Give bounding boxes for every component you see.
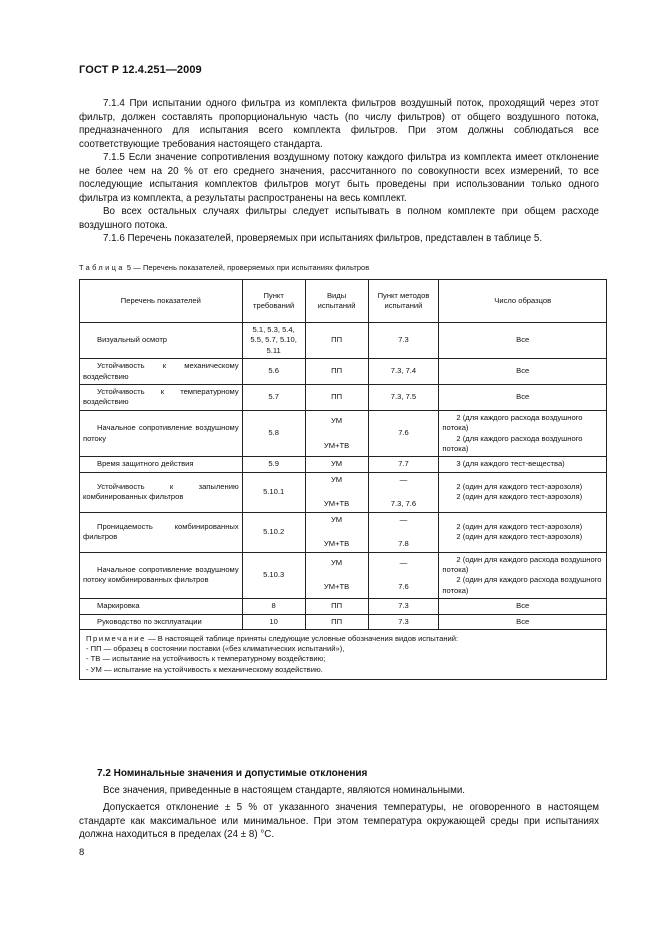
test-type-1: УМ: [330, 474, 343, 484]
note-line-um: - УМ — испытание на устойчивость к механическому воздействию.: [86, 664, 323, 674]
row-methods: [368, 472, 439, 512]
header-test-types: Виды испытаний: [305, 280, 368, 323]
count-2: 2 (один для каждого тест-аэрозоля): [456, 492, 583, 502]
row-count: Все: [439, 599, 607, 614]
row-method: 7.3, 7.4: [368, 359, 439, 385]
table-row: [80, 385, 607, 411]
row-requirement: 5.1, 5.3, 5.4, 5.5, 5.7, 5.10, 5.11: [242, 323, 305, 359]
row-method: 7.3: [368, 323, 439, 359]
row-test-type: ПП: [305, 599, 368, 614]
table-row: [80, 359, 607, 385]
test-type-1: УМ: [330, 514, 343, 524]
row-test-types: [305, 552, 368, 599]
table-note: [80, 629, 607, 679]
row-count: Все: [439, 614, 607, 629]
row-name: Устойчивость к температурному воздействию: [80, 385, 243, 411]
row-count: Все: [439, 359, 607, 385]
table-row: [80, 552, 607, 599]
method-1: —: [399, 514, 408, 524]
table-row: [80, 472, 607, 512]
row-requirement: 10: [242, 614, 305, 629]
count-2: 2 (для каждого расхода воздушного потока): [442, 433, 583, 454]
row-counts: [439, 410, 607, 457]
section-7-2-paragraph-1: Все значения, приведенные в настоящем стандарте, являются номинальными.: [103, 785, 466, 796]
row-counts: [439, 552, 607, 599]
document-header: ГОСТ Р 12.4.251—2009: [79, 64, 202, 76]
row-requirement: 5.9: [242, 457, 305, 472]
method-2: 7.6: [398, 582, 409, 592]
row-name: Визуальный осмотр: [80, 323, 243, 359]
paragraph-7-1-4: 7.1.4 При испытании одного фильтра из комплекта фильтров воздушный поток, проходящий через этот фильтр, должен составлять пропорциональную часть (по числу фильтров) от общего воздушного потока, предназначенного для испытания всего комплекта фильтров. При этом должны соблюдаться все соответствующие требования настоящего стандарта.: [79, 98, 599, 150]
row-methods: [368, 512, 439, 552]
row-method: 7.3: [368, 599, 439, 614]
note-line-tv: - ТВ — испытание на устойчивость к температурному воздействию;: [86, 654, 326, 664]
row-name: Время защитного действия: [80, 457, 243, 472]
requirements-table: [79, 279, 607, 680]
row-requirement: 5.7: [242, 385, 305, 411]
section-7-2-title: 7.2 Номинальные значения и допустимые отклонения: [97, 768, 368, 779]
row-requirement: 5.10.1: [242, 472, 305, 512]
row-method: 7.3, 7.5: [368, 385, 439, 411]
row-test-types: [305, 512, 368, 552]
row-name: Начальное сопротивление воздушному потоку: [80, 410, 243, 457]
count-1: 2 (один для каждого расхода воздушного потока): [442, 554, 602, 574]
test-type-1: УМ: [330, 557, 343, 567]
row-counts: [439, 472, 607, 512]
row-name: Начальное сопротивление воздушному потоку комбинированных фильтров: [80, 552, 243, 599]
table-row: [80, 457, 607, 472]
table-row: [80, 599, 607, 614]
row-requirement: 5.10.3: [242, 552, 305, 599]
row-name: Устойчивость к механическому воздействию: [80, 359, 243, 385]
row-test-types: [305, 410, 368, 457]
test-type-2: УМ+ТВ: [323, 539, 350, 549]
row-count: 3 (для каждого тест-вещества): [439, 457, 607, 472]
count-1: 2 (один для каждого тест-аэрозоля): [456, 521, 583, 531]
row-method: 7.7: [368, 457, 439, 472]
row-counts: [439, 512, 607, 552]
header-method-clause: Пункт методов испытаний: [368, 280, 439, 323]
method-2: 7.3, 7.6: [390, 499, 417, 509]
table-caption: [79, 263, 369, 272]
test-type-2: УМ+ТВ: [323, 440, 350, 450]
row-requirement: 5.8: [242, 410, 305, 457]
count-1: 2 (для каждого расхода воздушного потока): [442, 412, 583, 433]
table-row: [80, 410, 607, 457]
table-row: [80, 323, 607, 359]
row-count: Все: [439, 385, 607, 411]
method-1: —: [399, 474, 408, 484]
section-7-2-paragraph-2: Допускается отклонение ± 5 % от указанного значения температуры, не оговоренного в настоящем стандарте как максимальное или минимальное. При этом температура окружающей среды при испытаниях должна находиться в пределах (24 ± 8) °С.: [79, 802, 599, 840]
row-test-type: УМ: [305, 457, 368, 472]
note-text: — В настоящей таблице приняты следующие условные обозначения видов испытаний:: [145, 633, 459, 643]
header-indicators: Перечень показателей: [80, 280, 243, 323]
count-1: 2 (один для каждого тест-аэрозоля): [456, 481, 583, 491]
table-caption-text: 5 — Перечень показателей, проверяемых при испытаниях фильтров: [124, 263, 370, 272]
row-method: 7.3: [368, 614, 439, 629]
row-count: Все: [439, 323, 607, 359]
row-name: Руководство по эксплуатации: [80, 614, 243, 629]
test-type-2: УМ+ТВ: [323, 582, 350, 592]
table-caption-label: Таблица: [79, 263, 125, 272]
row-test-types: [305, 472, 368, 512]
row-name: Маркировка: [80, 599, 243, 614]
row-method: 7.6: [368, 410, 439, 457]
test-type-2: УМ+ТВ: [323, 499, 350, 509]
row-test-type: ПП: [305, 385, 368, 411]
header-sample-count: Число образцов: [439, 280, 607, 323]
row-test-type: ПП: [305, 614, 368, 629]
row-test-type: ПП: [305, 323, 368, 359]
row-requirement: 5.6: [242, 359, 305, 385]
paragraph-7-1-6: 7.1.6 Перечень показателей, проверяемых при испытаниях фильтров, представлен в таблице 5.: [103, 233, 543, 244]
table-header-row: [80, 280, 607, 323]
row-test-type: ПП: [305, 359, 368, 385]
test-type-1: УМ: [330, 416, 343, 426]
table-note-row: [80, 629, 607, 679]
row-requirement: 8: [242, 599, 305, 614]
count-2: 2 (один для каждого расхода воздушного потока): [442, 575, 602, 595]
method-2: 7.8: [398, 539, 409, 549]
method-1: —: [399, 557, 408, 567]
note-label: Примечание: [86, 633, 146, 643]
row-methods: [368, 552, 439, 599]
paragraph-7-1-5: 7.1.5 Если значение сопротивления воздушному потоку каждого фильтра из комплекта имеет отклонение не более чем на 20 % от его среднего значения, рассчитанного по совокупности всех измерений, то все последующие испытания комплектов фильтров могут быть проведены при использовании только одного фильтра из комплекта, а результаты распространены на весь комплект.: [79, 152, 599, 204]
count-2: 2 (один для каждого тест-аэрозоля): [456, 532, 583, 542]
note-line-pp: - ПП — образец в состоянии поставки («без климатических испытаний»),: [86, 644, 345, 654]
row-name: Проницаемость комбинированных фильтров: [80, 512, 243, 552]
row-name: Устойчивость к запылению комбинированных фильтров: [80, 472, 243, 512]
page-number: 8: [79, 847, 85, 858]
header-requirement-clause: Пункт требований: [242, 280, 305, 323]
row-requirement: 5.10.2: [242, 512, 305, 552]
paragraph-7-1-5-continued: Во всех остальных случаях фильтры следует испытывать в полном комплекте при общем расходе воздушного потока.: [79, 206, 599, 231]
table-row: [80, 512, 607, 552]
table-row: [80, 614, 607, 629]
